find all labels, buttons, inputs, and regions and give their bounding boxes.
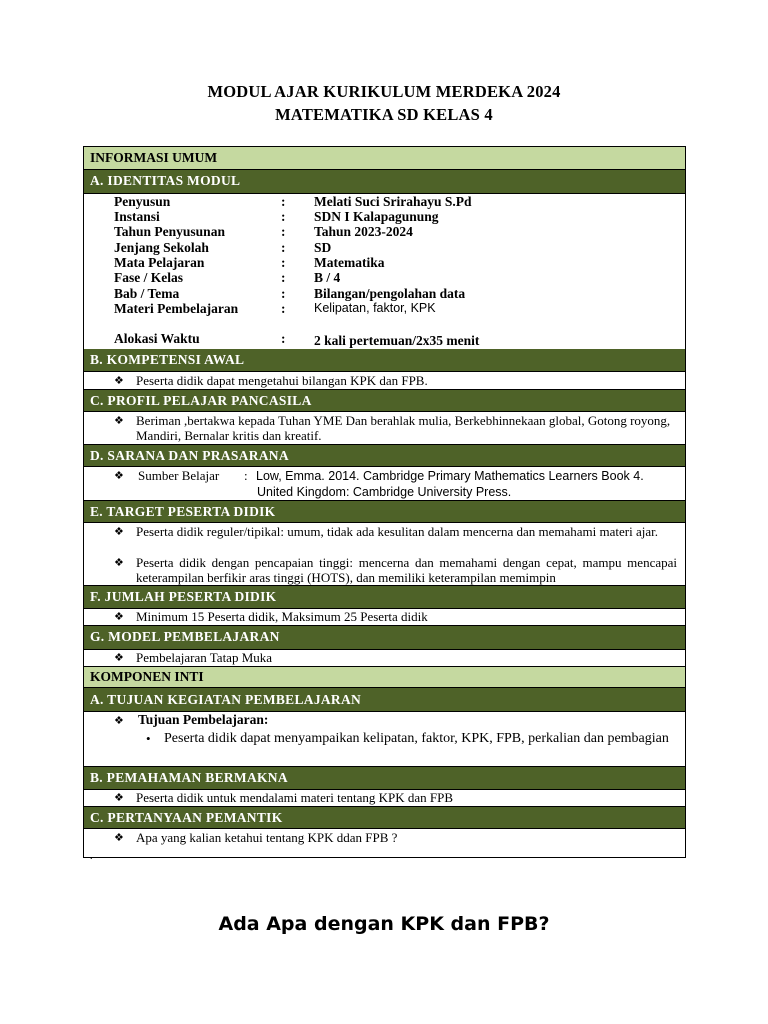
field-colon: : [281, 224, 286, 239]
field-colon: : [281, 255, 286, 270]
field-value-alokasi: 2 kali pertemuan/2x35 menit [314, 333, 480, 348]
title-line-2: MATEMATIKA SD KELAS 4 [275, 105, 493, 124]
field-label-instansi: Instansi [114, 209, 160, 224]
jumlah-item: Minimum 15 Peserta didik, Maksimum 25 Peserta didik [136, 609, 428, 624]
tujuan-header: A. TUJUAN KEGIATAN PEMBELAJARAN [84, 688, 685, 712]
diamond-bullet-icon: ❖ [114, 792, 124, 804]
field-label-alokasi: Alokasi Waktu [114, 331, 200, 346]
field-value-tahun: Tahun 2023-2024 [314, 224, 413, 239]
sarana-header: D. SARANA DAN PRASARANA [84, 445, 685, 467]
trailing-dot: . [90, 851, 93, 862]
field-label-penyusun: Penyusun [114, 194, 171, 209]
diamond-bullet-icon: ❖ [114, 375, 124, 387]
field-value-instansi: SDN I Kalapagunung [314, 209, 439, 224]
diamond-bullet-icon: ❖ [114, 526, 124, 538]
field-value-fase: B / 4 [314, 270, 341, 285]
tujuan-label: Tujuan Pembelajaran: [138, 712, 269, 727]
pemahaman-header: B. PEMAHAMAN BERMAKNA [84, 767, 685, 790]
target-item-reguler: Peserta didik reguler/tipikal: umum, tidak ada kesulitan dalam mencerna dan memahami materi ajar. [136, 524, 658, 539]
field-label-materi: Materi Pembelajaran [114, 301, 239, 316]
diamond-bullet-icon: ❖ [114, 715, 124, 727]
profil-section [84, 412, 685, 445]
model-section [84, 650, 685, 667]
field-value-penyusun: Melati Suci Srirahayu S.Pd [314, 194, 472, 209]
pertanyaan-item: Apa yang kalian ketahui tentang KPK ddan FPB ? [136, 830, 398, 845]
kompetensi-awal-section [84, 372, 685, 390]
sumber-belajar-label: Sumber Belajar [138, 468, 220, 483]
diamond-bullet-icon: ❖ [114, 470, 124, 482]
sarana-section [84, 467, 685, 501]
field-colon: : [281, 301, 286, 316]
identitas-section [84, 194, 685, 353]
kompetensi-awal-header: B. KOMPETENSI AWAL [84, 349, 685, 372]
field-value-jenjang: SD [314, 240, 332, 255]
sumber-belajar-line-2: United Kingdom: Cambridge University Press. [257, 485, 512, 499]
sumber-belajar-line-1: Low, Emma. 2014. Cambridge Primary Mathematics Learners Book 4. [256, 469, 644, 483]
sumber-belajar-colon: : [244, 468, 248, 483]
title-line-1: MODUL AJAR KURIKULUM MERDEKA 2024 [207, 82, 561, 101]
field-label-tahun: Tahun Penyusunan [114, 224, 225, 239]
field-colon: : [281, 286, 286, 301]
field-value-mapel: Matematika [314, 255, 385, 270]
round-bullet-icon: • [146, 731, 151, 746]
diamond-bullet-icon: ❖ [114, 415, 124, 427]
target-header: E. TARGET PESERTA DIDIK [84, 501, 685, 523]
kompetensi-awal-item: Peserta didik dapat mengetahui bilangan KPK dan FPB. [136, 373, 428, 388]
model-header: G. MODEL PEMBELAJARAN [84, 626, 685, 650]
field-label-mapel: Mata Pelajaran [114, 255, 205, 270]
field-value-bab: Bilangan/pengolahan data [314, 286, 466, 301]
tujuan-item: Peserta didik dapat menyampaikan kelipatan, faktor, KPK, FPB, perkalian dan pembagian [164, 731, 669, 746]
model-item: Pembelajaran Tatap Muka [136, 650, 273, 665]
profil-header: C. PROFIL PELAJAR PANCASILA [84, 390, 685, 412]
field-label-jenjang: Jenjang Sekolah [114, 240, 209, 255]
field-colon: : [281, 331, 286, 346]
identitas-header: A. IDENTITAS MODUL [84, 170, 685, 194]
informasi-umum-header: INFORMASI UMUM [84, 147, 685, 170]
target-section [84, 523, 685, 586]
field-value-materi: Kelipatan, faktor, KPK [314, 301, 436, 315]
pertanyaan-header: C. PERTANYAAN PEMANTIK [84, 807, 685, 829]
target-item-tinggi: Peserta didik dengan pencapaian tinggi: mencerna dan memahami dengan cepat, mampu mencapai keterampilan berfikir aras tinggi (HOTS), dan memiliki keterampilan memimpin [136, 555, 677, 585]
module-table [83, 146, 686, 858]
tujuan-section [84, 712, 685, 767]
field-label-bab: Bab / Tema [114, 286, 180, 301]
jumlah-section [84, 609, 685, 626]
diamond-bullet-icon: ❖ [114, 557, 124, 569]
jumlah-header: F. JUMLAH PESERTA DIDIK [84, 586, 685, 609]
komponen-inti-header: KOMPONEN INTI [84, 667, 685, 688]
field-colon: : [281, 209, 286, 224]
pertanyaan-section [84, 829, 685, 857]
diamond-bullet-icon: ❖ [114, 611, 124, 623]
diamond-bullet-icon: ❖ [114, 832, 124, 844]
field-label-fase: Fase / Kelas [114, 270, 183, 285]
pemahaman-section [84, 790, 685, 807]
diamond-bullet-icon: ❖ [114, 652, 124, 664]
field-colon: : [281, 194, 286, 209]
pemahaman-item: Peserta didik untuk mendalami materi tentang KPK dan FPB [136, 790, 454, 805]
field-colon: : [281, 270, 286, 285]
footer-title: Ada Apa dengan KPK dan FPB? [218, 913, 550, 935]
profil-item: Beriman ,bertakwa kepada Tuhan YME Dan berahlak mulia, Berkebhinnekaan global, Gotong royong, Mandiri, Bernalar kritis dan kreatif. [136, 413, 671, 443]
field-colon: : [281, 240, 286, 255]
